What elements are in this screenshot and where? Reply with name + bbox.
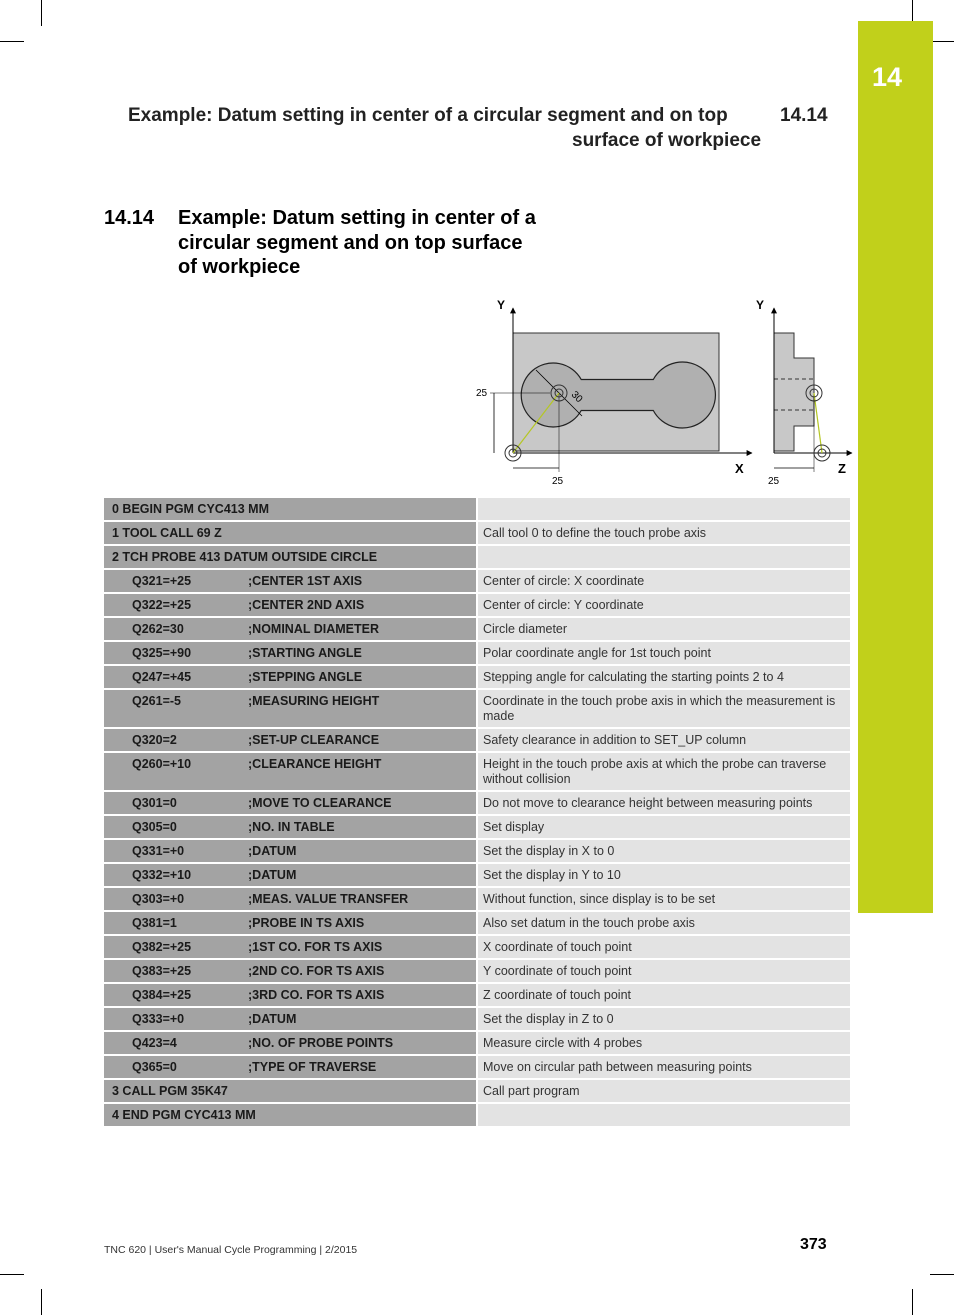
dim-25-right: 25 xyxy=(768,476,780,487)
parameter-code: Q301=0 xyxy=(132,796,177,810)
program-description: Without function, since display is to be set xyxy=(476,888,850,912)
crop-mark xyxy=(930,1274,954,1275)
program-parameter xyxy=(104,690,476,729)
parameter-code: Q321=+25 xyxy=(132,574,192,588)
program-row xyxy=(104,498,850,522)
axis-label-x: X xyxy=(735,461,744,476)
section-number: 14.14 xyxy=(104,207,155,229)
program-parameter xyxy=(104,864,476,888)
page-number: 373 xyxy=(800,1236,827,1253)
program-row xyxy=(104,594,850,618)
parameter-code: Q365=0 xyxy=(132,1060,177,1074)
parameter-code: Q383=+25 xyxy=(132,964,192,978)
crop-mark xyxy=(912,1289,913,1315)
crop-mark xyxy=(41,0,42,26)
parameter-code: Q333=+0 xyxy=(132,1012,185,1026)
parameter-comment: ;MEASURING HEIGHT xyxy=(248,694,380,708)
program-description: Set the display in Z to 0 xyxy=(476,1008,850,1032)
program-parameter xyxy=(104,1008,476,1032)
program-parameter xyxy=(104,816,476,840)
dim-diameter: 30 xyxy=(568,389,585,406)
program-description: Call tool 0 to define the touch probe axis xyxy=(476,522,850,546)
program-description: Stepping angle for calculating the starting points 2 to 4 xyxy=(476,666,850,690)
program-parameter xyxy=(104,1032,476,1056)
parameter-comment: ;NOMINAL DIAMETER xyxy=(248,622,380,636)
footer-text: TNC 620 | User's Manual Cycle Programming | 2/2015 xyxy=(104,1244,358,1256)
program-description: Also set datum in the touch probe axis xyxy=(476,912,850,936)
axis-label-y-right: Y xyxy=(756,298,765,312)
program-description xyxy=(476,546,850,570)
program-description: Center of circle: X coordinate xyxy=(476,570,850,594)
program-row xyxy=(104,570,850,594)
program-row xyxy=(104,618,850,642)
parameter-code: Q260=+10 xyxy=(132,757,192,771)
program-row xyxy=(104,546,850,570)
program-block: 2 TCH PROBE 413 DATUM OUTSIDE CIRCLE xyxy=(104,546,476,570)
program-description: Z coordinate of touch point xyxy=(476,984,850,1008)
program-row xyxy=(104,816,850,840)
parameter-code: Q325=+90 xyxy=(132,646,192,660)
program-description: X coordinate of touch point xyxy=(476,936,850,960)
dim-25-horizontal: 25 xyxy=(552,476,564,487)
parameter-comment: ;NO. OF PROBE POINTS xyxy=(248,1036,394,1050)
parameter-comment: ;CLEARANCE HEIGHT xyxy=(248,757,382,771)
parameter-comment: ;1ST CO. FOR TS AXIS xyxy=(248,940,383,954)
parameter-code: Q322=+25 xyxy=(132,598,192,612)
program-parameter xyxy=(104,960,476,984)
parameter-code: Q332=+10 xyxy=(132,868,192,882)
program-description: Set display xyxy=(476,816,850,840)
running-header-line2: surface of workpiece xyxy=(572,130,762,151)
program-row xyxy=(104,864,850,888)
program-parameter xyxy=(104,618,476,642)
program-description: Set the display in Y to 10 xyxy=(476,864,850,888)
program-row xyxy=(104,690,850,729)
program-row xyxy=(104,522,850,546)
parameter-comment: ;CENTER 2ND AXIS xyxy=(248,598,365,612)
crop-mark xyxy=(930,41,954,42)
parameter-code: Q303=+0 xyxy=(132,892,185,906)
crop-mark xyxy=(41,1289,42,1315)
program-row xyxy=(104,840,850,864)
program-block: 4 END PGM CYC413 MM xyxy=(104,1104,476,1128)
program-row xyxy=(104,984,850,1008)
axis-label-y-left: Y xyxy=(497,298,506,312)
parameter-code: Q382=+25 xyxy=(132,940,192,954)
parameter-comment: ;CENTER 1ST AXIS xyxy=(248,574,363,588)
program-parameter xyxy=(104,888,476,912)
parameter-code: Q305=0 xyxy=(132,820,177,834)
program-parameter xyxy=(104,936,476,960)
running-header-number: 14.14 xyxy=(780,105,828,126)
parameter-comment: ;NO. IN TABLE xyxy=(248,820,335,834)
parameter-code: Q247=+45 xyxy=(132,670,192,684)
program-description: Height in the touch probe axis at which the probe can traverse without collision xyxy=(476,753,850,792)
program-description: Circle diameter xyxy=(476,618,850,642)
parameter-code: Q261=-5 xyxy=(132,694,181,708)
dim-25-vertical: 25 xyxy=(476,388,488,399)
parameter-comment: ;MEAS. VALUE TRANSFER xyxy=(248,892,409,906)
parameter-code: Q423=4 xyxy=(132,1036,177,1050)
program-row xyxy=(104,1080,850,1104)
parameter-comment: ;2ND CO. FOR TS AXIS xyxy=(248,964,385,978)
program-row xyxy=(104,666,850,690)
program-parameter xyxy=(104,753,476,792)
program-description: Polar coordinate angle for 1st touch point xyxy=(476,642,850,666)
program-row xyxy=(104,1104,850,1128)
parameter-comment: ;3RD CO. FOR TS AXIS xyxy=(248,988,385,1002)
program-block: 0 BEGIN PGM CYC413 MM xyxy=(104,498,476,522)
program-parameter xyxy=(104,840,476,864)
chapter-tab xyxy=(858,21,933,913)
program-description: Safety clearance in addition to SET_UP column xyxy=(476,729,850,753)
program-row xyxy=(104,936,850,960)
program-parameter xyxy=(104,792,476,816)
nc-program-table xyxy=(104,498,850,1128)
crop-mark xyxy=(0,41,24,42)
program-parameter xyxy=(104,984,476,1008)
program-description xyxy=(476,498,850,522)
parameter-comment: ;DATUM xyxy=(248,868,297,882)
program-description: Coordinate in the touch probe axis in which the measurement is made xyxy=(476,690,850,729)
program-row xyxy=(104,642,850,666)
parameter-code: Q320=2 xyxy=(132,733,177,747)
program-description: Do not move to clearance height between measuring points xyxy=(476,792,850,816)
program-description: Call part program xyxy=(476,1080,850,1104)
program-row xyxy=(104,753,850,792)
parameter-comment: ;PROBE IN TS AXIS xyxy=(248,916,365,930)
parameter-code: Q331=+0 xyxy=(132,844,185,858)
program-parameter xyxy=(104,912,476,936)
program-row xyxy=(104,888,850,912)
program-block: 3 CALL PGM 35K47 xyxy=(104,1080,476,1104)
parameter-code: Q262=30 xyxy=(132,622,184,636)
parameter-comment: ;MOVE TO CLEARANCE xyxy=(248,796,392,810)
parameter-comment: ;STEPPING ANGLE xyxy=(248,670,363,684)
workpiece-side-profile xyxy=(774,333,814,451)
program-description xyxy=(476,1104,850,1128)
parameter-comment: ;SET-UP CLEARANCE xyxy=(248,733,380,747)
program-row xyxy=(104,792,850,816)
axis-label-z: Z xyxy=(838,461,846,476)
program-parameter xyxy=(104,666,476,690)
program-row xyxy=(104,1008,850,1032)
program-row xyxy=(104,960,850,984)
program-parameter xyxy=(104,729,476,753)
parameter-comment: ;DATUM xyxy=(248,844,297,858)
program-row xyxy=(104,1032,850,1056)
program-description: Center of circle: Y coordinate xyxy=(476,594,850,618)
program-row xyxy=(104,912,850,936)
workpiece-diagram xyxy=(460,290,860,490)
section-title: Example: Datum setting in center of a circular segment and on top surface of workpiece xyxy=(178,207,536,278)
program-parameter xyxy=(104,1056,476,1080)
crop-mark xyxy=(0,1274,24,1275)
program-description: Measure circle with 4 probes xyxy=(476,1032,850,1056)
program-row xyxy=(104,729,850,753)
program-parameter xyxy=(104,594,476,618)
running-header-line1: Example: Datum setting in center of a circular segment and on top xyxy=(128,105,728,126)
parameter-code: Q384=+25 xyxy=(132,988,192,1002)
program-row xyxy=(104,1056,850,1080)
parameter-comment: ;STARTING ANGLE xyxy=(248,646,362,660)
chapter-number: 14 xyxy=(872,62,903,92)
program-description: Move on circular path between measuring points xyxy=(476,1056,850,1080)
program-block: 1 TOOL CALL 69 Z xyxy=(104,522,476,546)
parameter-code: Q381=1 xyxy=(132,916,177,930)
parameter-comment: ;TYPE OF TRAVERSE xyxy=(248,1060,377,1074)
program-description: Set the display in X to 0 xyxy=(476,840,850,864)
parameter-comment: ;DATUM xyxy=(248,1012,297,1026)
program-description: Y coordinate of touch point xyxy=(476,960,850,984)
program-parameter xyxy=(104,642,476,666)
program-parameter xyxy=(104,570,476,594)
